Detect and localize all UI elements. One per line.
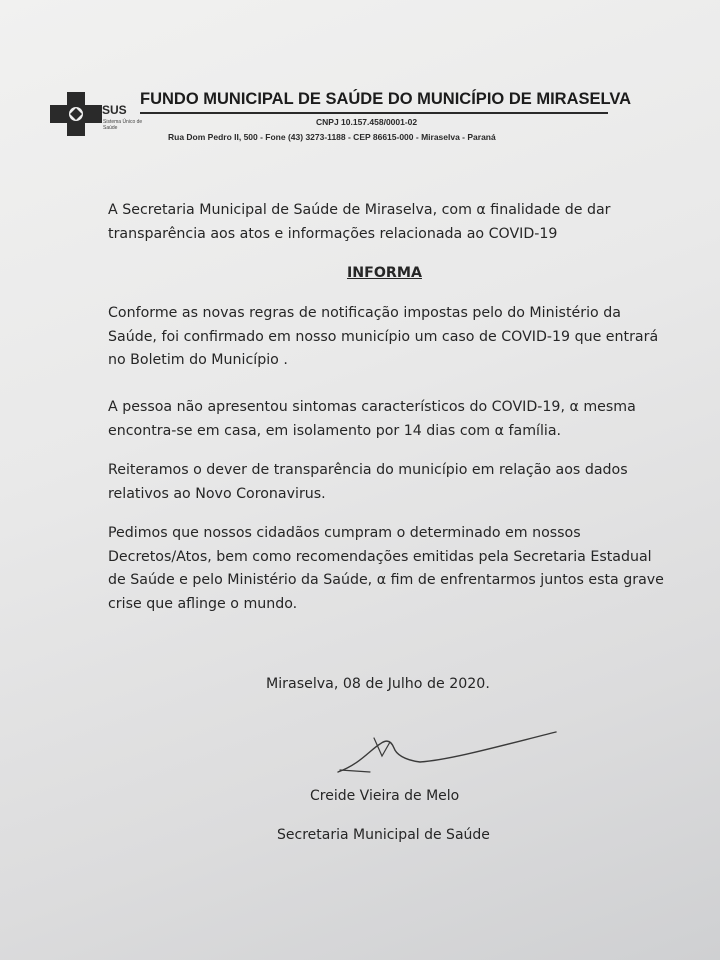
header-divider [140,112,608,114]
intro-paragraph: A Secretaria Municipal de Saúde de Miraselva, com α finalidade de dar transparência aos atos e informações relacionada ao COVID-19 [108,202,611,242]
letterhead [50,88,650,148]
sus-logo-tagline: Sistema Único de Saúde [103,119,143,131]
sus-cross-logo-icon [50,92,102,136]
signatory-role: Secretaria Municipal de Saúde [277,827,490,843]
cnpj-number: CNPJ 10.157.458/0001-02 [316,117,418,127]
sus-logo-text: SUS [102,103,127,117]
paragraph-request: Pedimos que nossos cidadãos cumpram o determinado em nossos Decretos/Atos, bem como recomendações emitidas pela Secretaria Estadual de Saúde e pelo Ministério da Saúde, α fim de enfrentarmos juntos esta grave crise que aflinge o mundo. [108,525,664,612]
organization-name: FUNDO MUNICIPAL DE SAÚDE DO MUNICÍPIO DE MIRASELVA [140,90,632,108]
organization-address: Rua Dom Pedro II, 500 - Fone (43) 3273-1188 - CEP 86615-000 - Miraselva - Paraná [168,132,496,142]
signatory-name: Creide Vieira de Melo [310,788,460,804]
paragraph-transparency: Reiteramos o dever de transparência do município em relação aos dados relativos ao Novo Coronavirus. [108,462,628,502]
paragraph-case-confirmed: Conforme as novas regras de notificação impostas pelo do Ministério da Saúde, foi confirmado em nosso município um caso de COVID-19 que entrará no Boletim do Município . [108,305,659,368]
paragraph-patient-status: A pessoa não apresentou sintomas característicos do COVID-19, α mesma encontra-se em casa, em isolamento por 14 dias com α família. [108,399,636,439]
date-line: Miraselva, 08 de Julho de 2020. [266,676,490,692]
document-title: INFORMA [347,265,422,281]
